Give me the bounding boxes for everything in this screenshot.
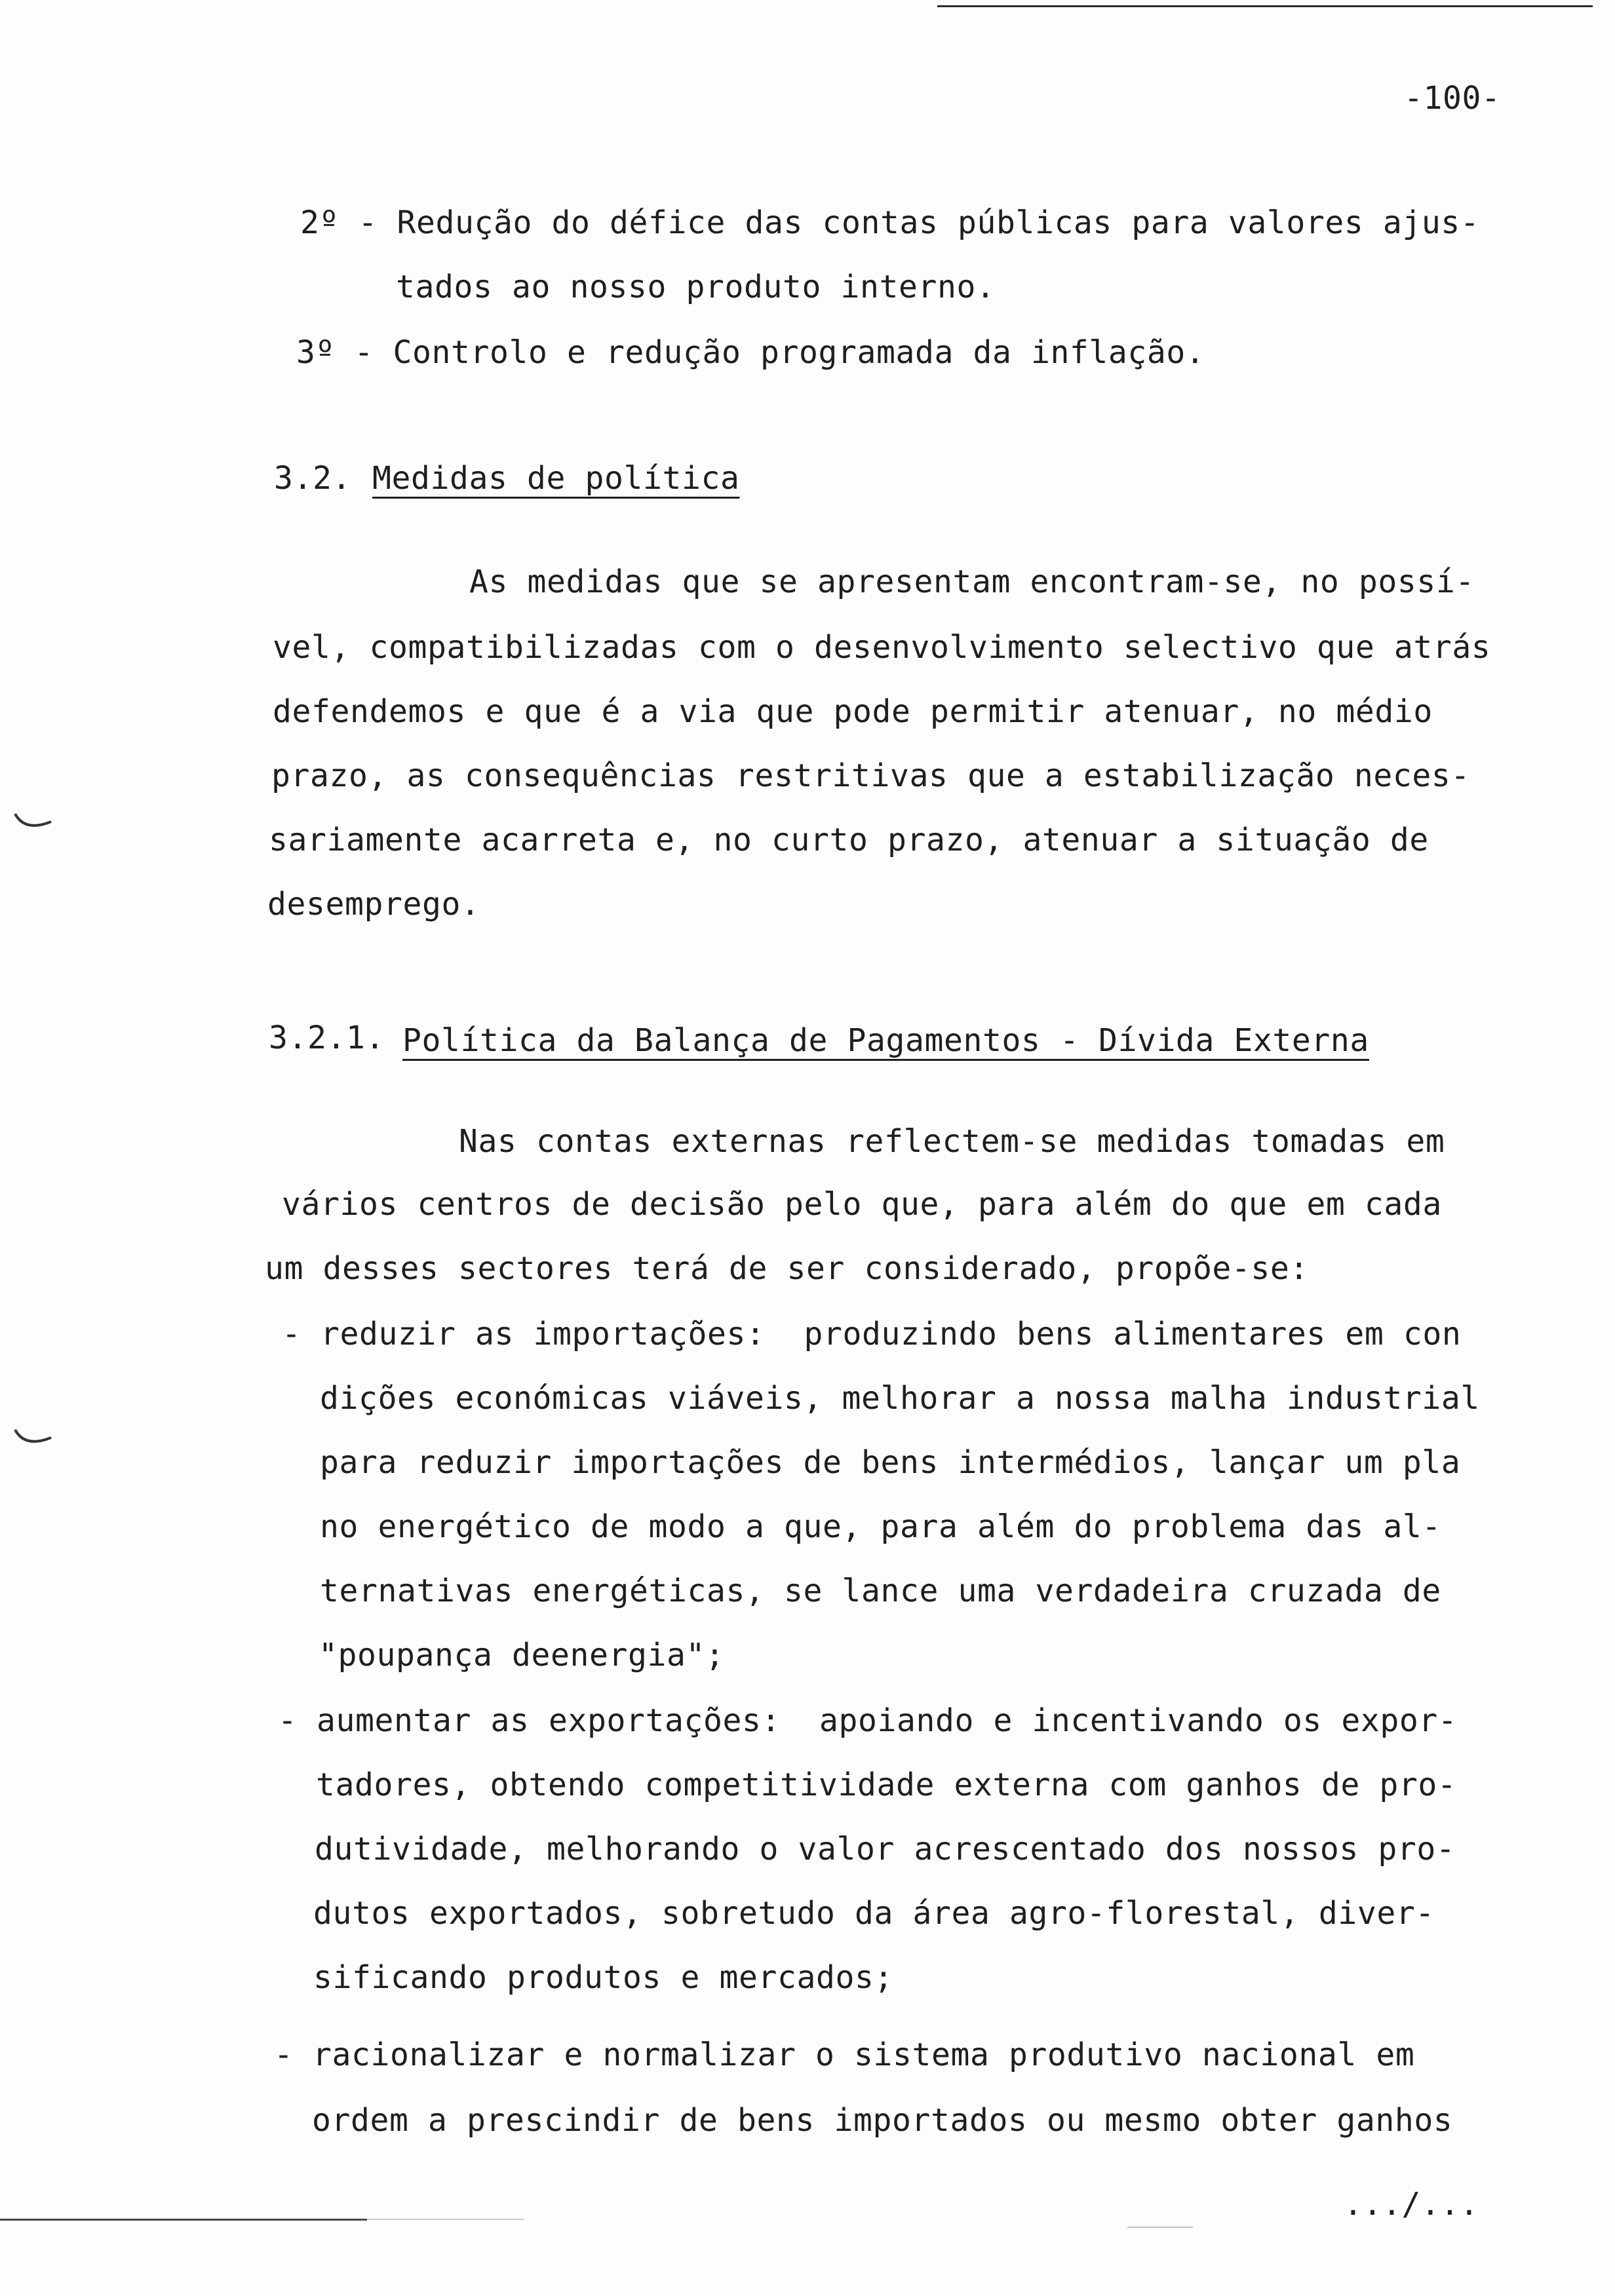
bullet-exports-line-2: tadores, obtendo competitividade externa com ganhos de pro- — [316, 1767, 1457, 1803]
section-3-2-1-intro-line-1: Nas contas externas reflectem-se medidas tomadas em — [459, 1123, 1445, 1160]
bottom-edge-rule — [0, 2219, 367, 2221]
section-3-2-paragraph-line-2: vel, compatibilizadas com o desenvolvimento selectivo que atrás — [273, 629, 1491, 666]
bullet-productive-system-line-1: - racionalizar e normalizar o sistema produtivo nacional em — [274, 2037, 1415, 2073]
margin-tick-mark-lower — [12, 1423, 58, 1456]
margin-tick-mark-upper — [12, 807, 58, 840]
bullet-productive-system-line-2: ordem a prescindir de bens importados ou mesmo obter ganhos — [312, 2102, 1453, 2139]
bullet-exports-line-1: - aumentar as exportações: apoiando e incentivando os expor- — [278, 1702, 1458, 1739]
section-3-2-1-intro-line-2: vários centros de decisão pelo que, para além do que em cada — [282, 1186, 1442, 1223]
bullet-exports-line-3: dutividade, melhorando o valor acrescentado dos nossos pro- — [315, 1831, 1456, 1867]
section-3-2-1-number: 3.2.1. — [269, 1020, 385, 1056]
objective-2-line-2: tados ao nosso produto interno. — [396, 269, 996, 305]
objective-3-line-1: 3º - Controlo e redução programada da inflação. — [296, 334, 1205, 371]
section-3-2-paragraph-line-1: As medidas que se apresentam encontram-se, no possí- — [469, 564, 1475, 600]
page-number: -100- — [1404, 80, 1501, 117]
section-3-2-paragraph-line-3: defendemos e que é a via que pode permitir atenuar, no médio — [273, 693, 1433, 730]
section-3-2-1-intro-line-3: um desses sectores terá de ser considerado, propõe-se: — [265, 1250, 1309, 1287]
section-3-2-paragraph-line-5: sariamente acarreta e, no curto prazo, atenuar a situação de — [269, 822, 1429, 858]
continuation-marker: .../... — [1344, 2186, 1479, 2223]
bullet-imports-line-2: dições económicas viáveis, melhorar a nossa malha industrial — [320, 1380, 1480, 1417]
bottom-edge-rule-faint — [367, 2219, 524, 2220]
bullet-imports-line-6: "poupança deenergia"; — [319, 1637, 725, 1674]
bullet-imports-line-5: ternativas energéticas, se lance uma verdadeira cruzada de — [320, 1573, 1441, 1609]
section-3-2-number: 3.2. — [274, 460, 351, 497]
bottom-edge-mark-right — [1127, 2227, 1193, 2228]
section-3-2-title: Medidas de política — [372, 460, 740, 497]
top-edge-rule — [937, 5, 1593, 7]
bullet-exports-line-4: dutos exportados, sobretudo da área agro-florestal, diver- — [313, 1895, 1435, 1932]
section-3-2-paragraph-line-4: prazo, as consequências restritivas que a estabilização neces- — [271, 757, 1470, 794]
bullet-exports-line-5: sificando produtos e mercados; — [313, 1959, 893, 1996]
section-3-2-paragraph-line-6: desemprego. — [267, 886, 480, 923]
section-3-2-1-title: Política da Balança de Pagamentos - Dívida Externa — [402, 1022, 1369, 1059]
bullet-imports-line-3: para reduzir importações de bens intermédios, lançar um pla — [320, 1444, 1461, 1481]
bullet-imports-line-4: no energético de modo a que, para além do problema das al- — [320, 1508, 1441, 1545]
bullet-imports-line-1: - reduzir as importações: produzindo bens alimentares em con — [282, 1316, 1462, 1352]
objective-2-line-1: 2º - Redução do défice das contas públicas para valores ajus- — [300, 204, 1480, 241]
